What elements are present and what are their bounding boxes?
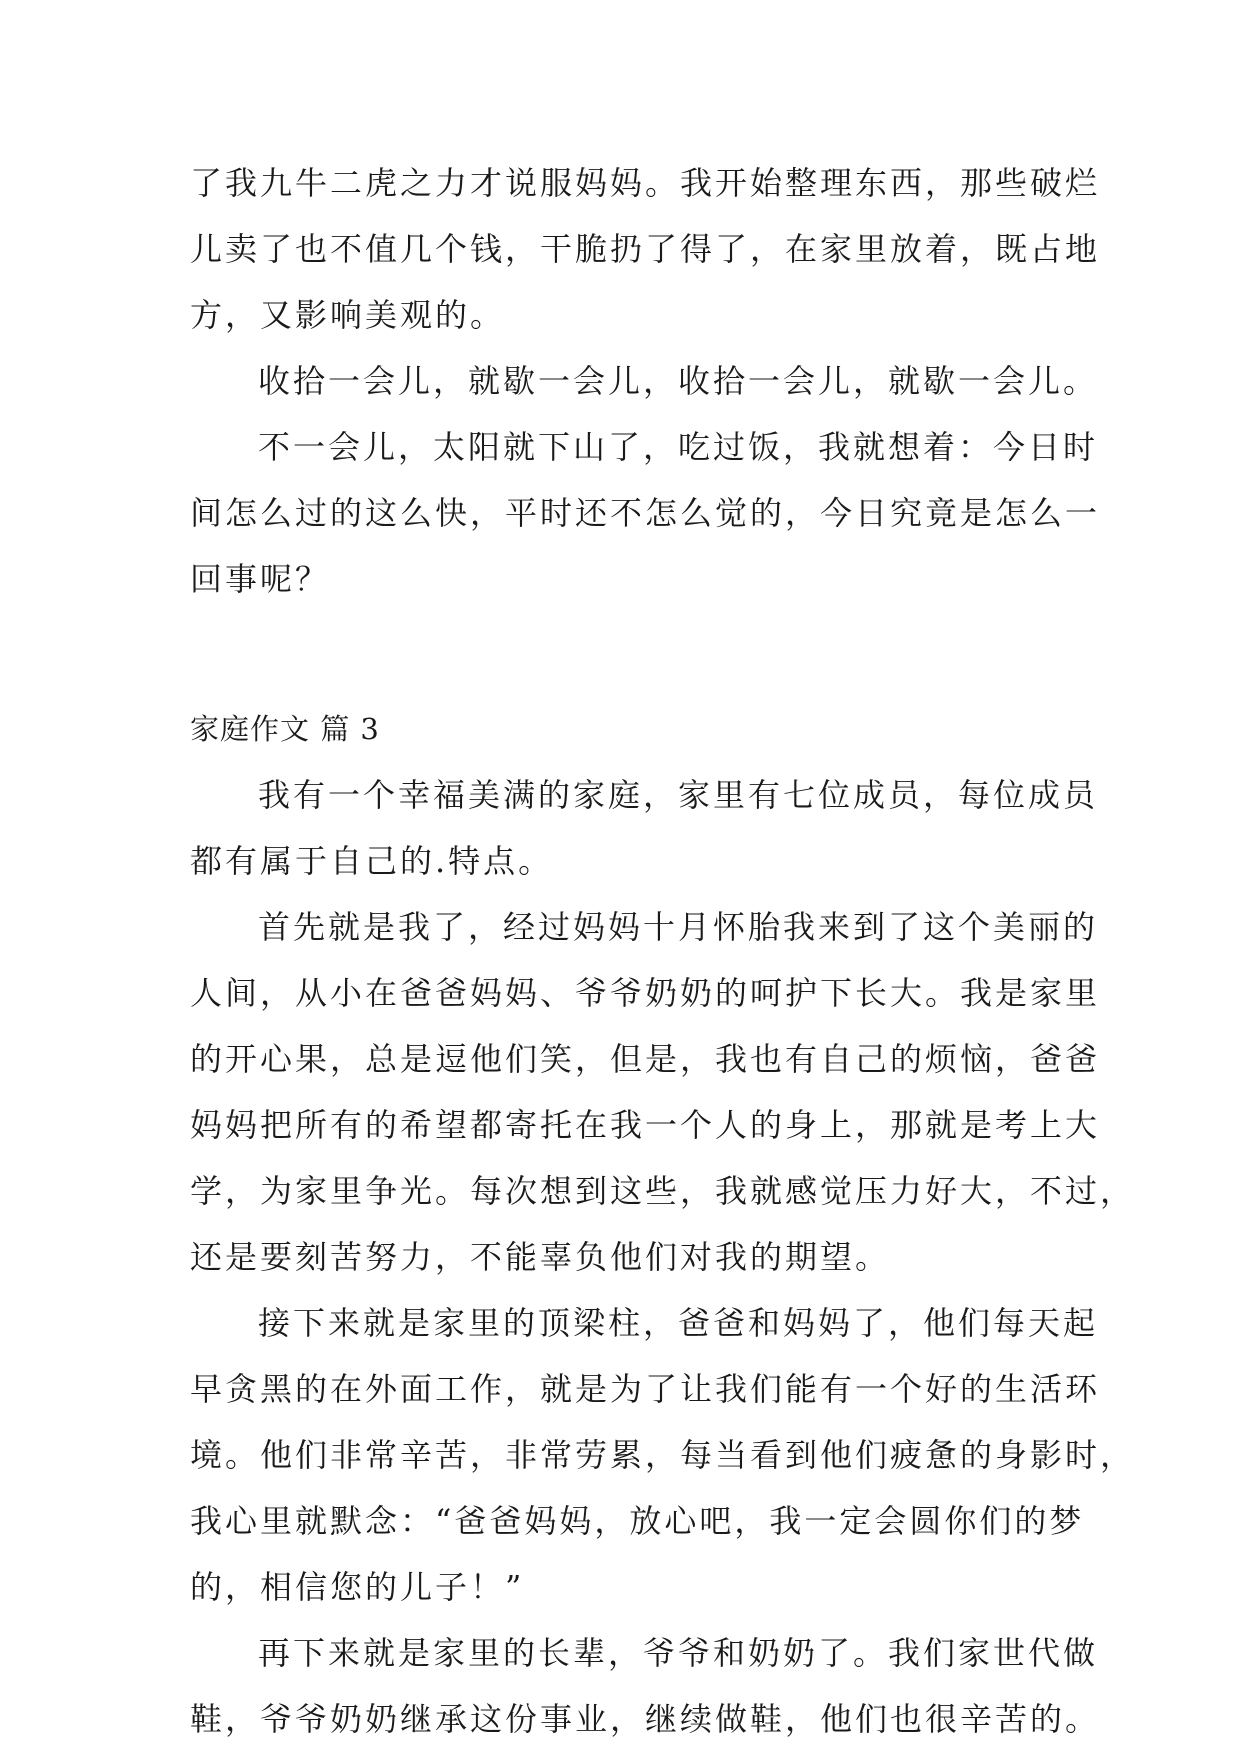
text-line: 我有一个幸福美满的家庭，家里有七位成员，每位成员 xyxy=(258,776,1099,814)
section-spacer xyxy=(190,612,1070,696)
document-page xyxy=(190,150,1136,1752)
paragraph xyxy=(190,894,1136,1290)
text-line: 都有属于自己的.特点。 xyxy=(190,842,554,880)
paragraph xyxy=(190,414,1101,612)
text-line: 人间，从小在爸爸妈妈、爷爷奶奶的呵护下长大。我是家里 xyxy=(190,974,1101,1012)
text-line: 儿卖了也不值几个钱，干脆扔了得了，在家里放着，既占地 xyxy=(190,230,1101,268)
text-line: 不一会儿，太阳就下山了，吃过饭，我就想着：今日时 xyxy=(258,428,1099,466)
paragraph xyxy=(190,762,1099,894)
text-line: 早贪黑的在外面工作，就是为了让我们能有一个好的生活环 xyxy=(190,1370,1101,1408)
text-line: 学，为家里争光。每次想到这些，我就感觉压力好大，不过， xyxy=(190,1172,1136,1210)
text-line: 的开心果，总是逗他们笑，但是，我也有自己的烦恼，爸爸 xyxy=(190,1040,1101,1078)
paragraph-continued xyxy=(190,150,1101,348)
text-line: 回事呢？ xyxy=(190,560,331,598)
text-line: 我心里就默念：“爸爸妈妈，放心吧，我一定会圆你们的梦 xyxy=(190,1502,1085,1540)
text-line: 的，相信您的儿子！” xyxy=(190,1568,525,1606)
section-title: 家庭作文 篇 3 xyxy=(190,712,380,746)
paragraph xyxy=(190,348,1099,414)
text-line: 再下来就是家里的长辈，爷爷和奶奶了。我们家世代做 xyxy=(258,1634,1099,1672)
text-line: 收拾一会儿，就歇一会儿，收拾一会儿，就歇一会儿。 xyxy=(258,362,1099,400)
paragraph xyxy=(190,1290,1136,1620)
paragraph xyxy=(190,1620,1101,1752)
text-line: 还是要刻苦努力，不能辜负他们对我的期望。 xyxy=(190,1238,891,1276)
text-line: 妈妈把所有的希望都寄托在我一个人的身上，那就是考上大 xyxy=(190,1106,1101,1144)
text-line: 间怎么过的这么快，平时还不怎么觉的，今日究竟是怎么一 xyxy=(190,494,1101,532)
text-line: 首先就是我了，经过妈妈十月怀胎我来到了这个美丽的 xyxy=(258,908,1099,946)
text-line: 鞋，爷爷奶奶继承这份事业，继续做鞋，他们也很辛苦的。 xyxy=(190,1700,1101,1738)
text-line: 境。他们非常辛苦，非常劳累，每当看到他们疲惫的身影时， xyxy=(190,1436,1136,1474)
text-line: 方，又影响美观的。 xyxy=(190,296,506,334)
text-line: 接下来就是家里的顶梁柱，爸爸和妈妈了，他们每天起 xyxy=(258,1304,1099,1342)
text-line: 了我九牛二虎之力才说服妈妈。我开始整理东西，那些破烂 xyxy=(190,164,1101,202)
